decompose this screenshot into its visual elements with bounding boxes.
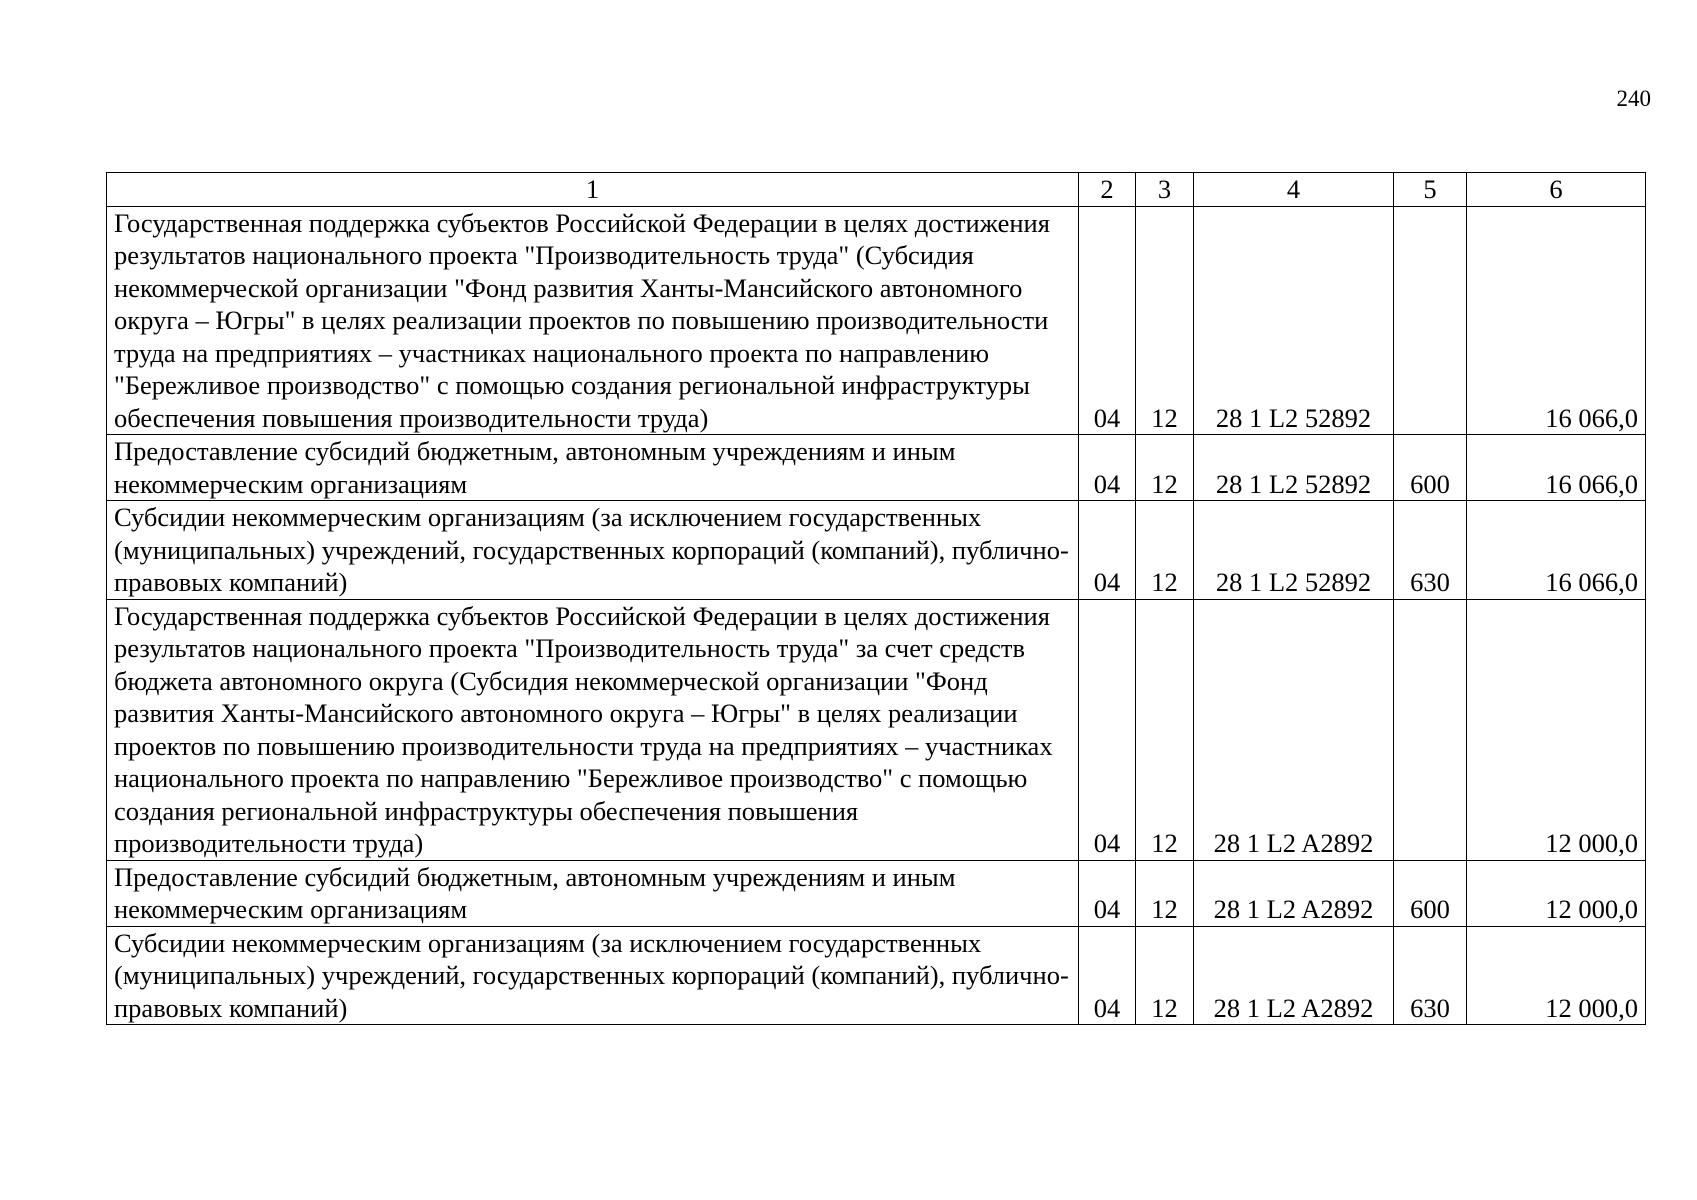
column-header: 1 <box>107 173 1079 207</box>
amount-cell: 16 066,0 <box>1467 206 1646 435</box>
section-cell: 04 <box>1079 599 1136 860</box>
target-article-cell: 28 1 L2 52892 <box>1194 501 1394 600</box>
section-cell: 04 <box>1079 501 1136 600</box>
target-article-cell: 28 1 L2 52892 <box>1194 435 1394 501</box>
column-header: 6 <box>1467 173 1646 207</box>
subsection-cell: 12 <box>1136 926 1194 1025</box>
row-name-cell: Государственная поддержка субъектов Российской Федерации в целях достижения результатов национального проекта "Производительность труда" (Субсидия некоммерческой организации "Фонд развития Ханты-Мансийского автономного округа – Югры" в целях реализации проектов по повышению производительности труда на предприятиях – участниках национального проекта по направлению "Бережливое производство" с помощью создания региональной инфраструктуры обеспечения повышения производительности труда) <box>107 206 1079 435</box>
expense-type-cell <box>1394 599 1467 860</box>
column-header: 3 <box>1136 173 1194 207</box>
subsection-cell: 12 <box>1136 206 1194 435</box>
amount-cell: 12 000,0 <box>1467 926 1646 1025</box>
column-header: 2 <box>1079 173 1136 207</box>
expense-type-cell <box>1394 206 1467 435</box>
subsection-cell: 12 <box>1136 435 1194 501</box>
amount-cell: 16 066,0 <box>1467 501 1646 600</box>
section-cell: 04 <box>1079 926 1136 1025</box>
amount-cell: 16 066,0 <box>1467 435 1646 501</box>
expense-type-cell: 600 <box>1394 860 1467 926</box>
table-row <box>107 860 1646 926</box>
table-row <box>107 501 1646 600</box>
budget-table <box>106 172 1646 1025</box>
column-header: 5 <box>1394 173 1467 207</box>
table-row <box>107 926 1646 1025</box>
row-name-cell: Предоставление субсидий бюджетным, автономным учреждениям и иным некоммерческим организациям <box>107 860 1079 926</box>
row-name-cell: Субсидии некоммерческим организациям (за исключением государственных (муниципальных) учреждений, государственных корпораций (компаний), публично-правовых компаний) <box>107 926 1079 1025</box>
expense-type-cell: 630 <box>1394 501 1467 600</box>
table-row <box>107 435 1646 501</box>
row-name-cell: Субсидии некоммерческим организациям (за исключением государственных (муниципальных) учреждений, государственных корпораций (компаний), публично-правовых компаний) <box>107 501 1079 600</box>
expense-type-cell: 600 <box>1394 435 1467 501</box>
subsection-cell: 12 <box>1136 501 1194 600</box>
row-name-cell: Государственная поддержка субъектов Российской Федерации в целях достижения результатов национального проекта "Производительность труда" за счет средств бюджета автономного округа (Субсидия некоммерческой организации "Фонд развития Ханты-Мансийского автономного округа – Югры" в целях реализации проектов по повышению производительности труда на предприятиях – участниках национального проекта по направлению "Бережливое производство" с помощью создания региональной инфраструктуры обеспечения повышения производительности труда) <box>107 599 1079 860</box>
table-row <box>107 206 1646 435</box>
section-cell: 04 <box>1079 860 1136 926</box>
subsection-cell: 12 <box>1136 599 1194 860</box>
subsection-cell: 12 <box>1136 860 1194 926</box>
section-cell: 04 <box>1079 435 1136 501</box>
row-name-cell: Предоставление субсидий бюджетным, автономным учреждениям и иным некоммерческим организациям <box>107 435 1079 501</box>
table-row <box>107 599 1646 860</box>
section-cell: 04 <box>1079 206 1136 435</box>
column-header: 4 <box>1194 173 1394 207</box>
target-article-cell: 28 1 L2 A2892 <box>1194 926 1394 1025</box>
page-number: 240 <box>1616 86 1651 111</box>
target-article-cell: 28 1 L2 52892 <box>1194 206 1394 435</box>
amount-cell: 12 000,0 <box>1467 599 1646 860</box>
table-header-row <box>107 173 1646 207</box>
target-article-cell: 28 1 L2 A2892 <box>1194 599 1394 860</box>
expense-type-cell: 630 <box>1394 926 1467 1025</box>
amount-cell: 12 000,0 <box>1467 860 1646 926</box>
target-article-cell: 28 1 L2 A2892 <box>1194 860 1394 926</box>
